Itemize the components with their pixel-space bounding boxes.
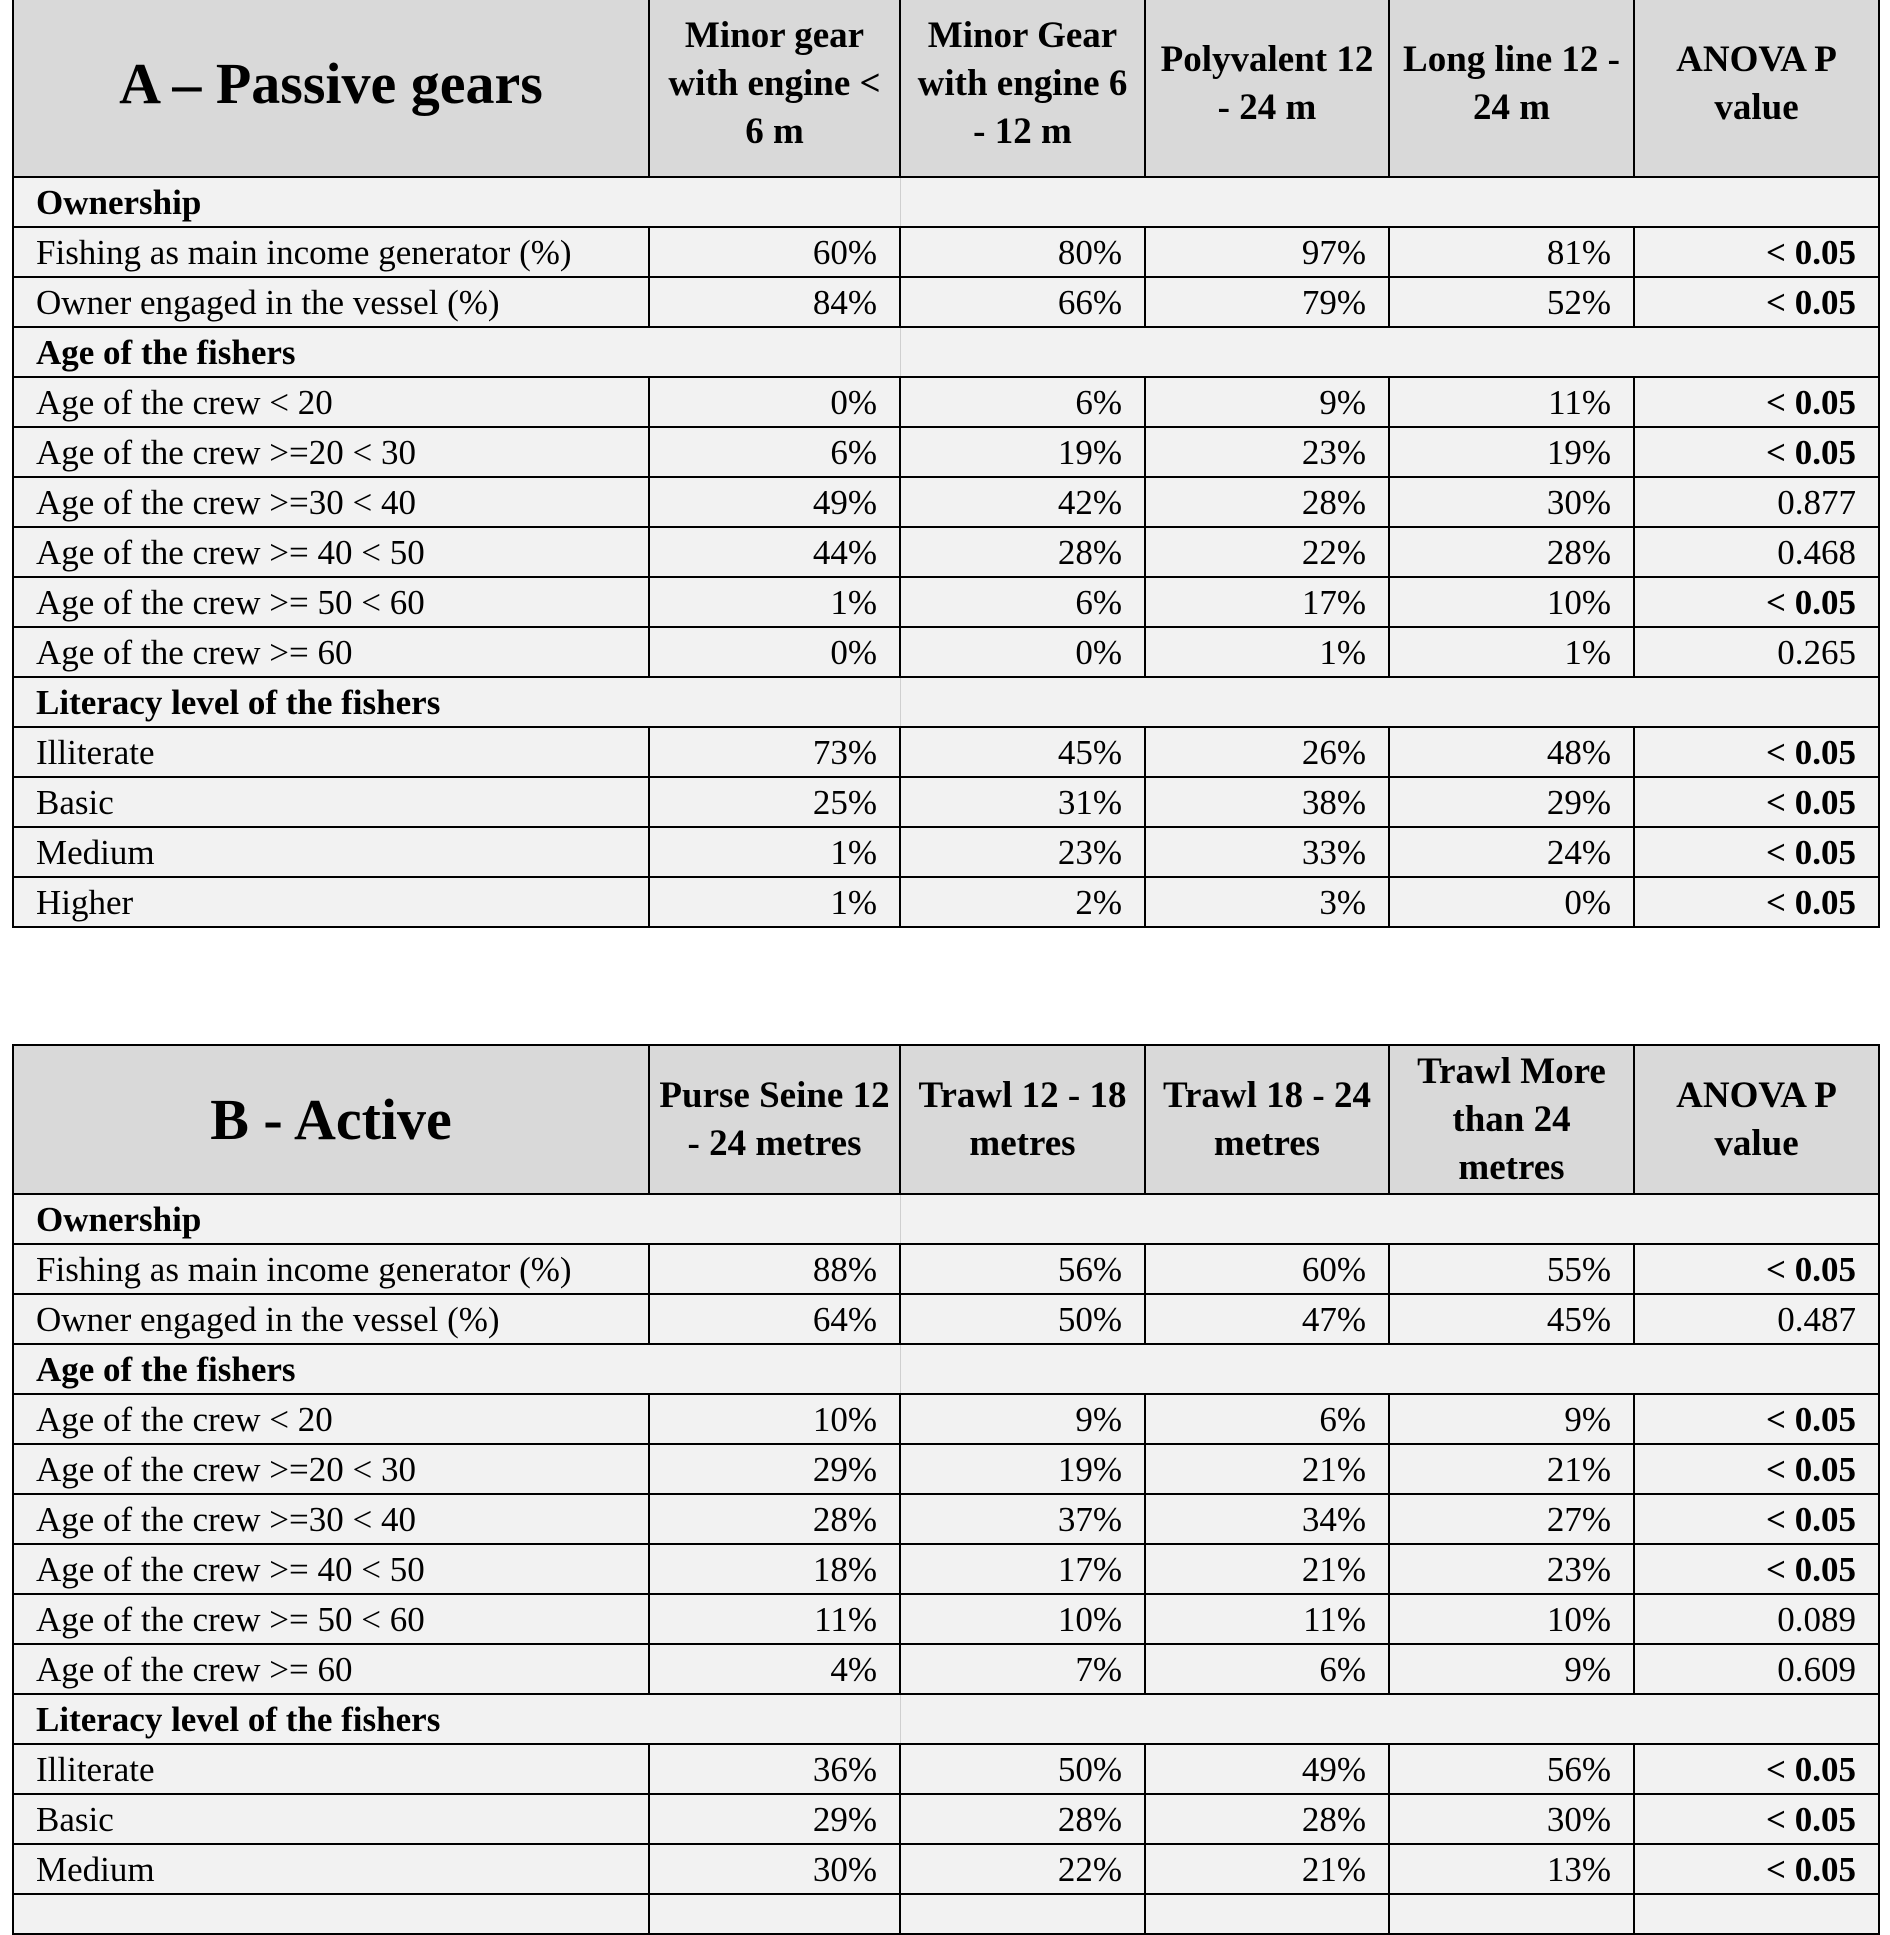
table-row — [13, 1594, 1879, 1644]
value-cell: 10% — [1389, 1594, 1634, 1644]
value-cell: 49% — [1145, 1744, 1389, 1794]
passive-gears-table — [12, 0, 1880, 928]
p-value-cell: < 0.05 — [1634, 1494, 1879, 1544]
table-row — [13, 1744, 1879, 1794]
value-cell: 1% — [1389, 627, 1634, 677]
table-row-partial — [13, 1894, 1879, 1934]
table-row — [13, 1444, 1879, 1494]
value-cell: 29% — [1389, 777, 1634, 827]
section-row — [13, 1344, 1879, 1394]
value-cell: 55% — [1389, 1244, 1634, 1294]
value-cell: 29% — [649, 1444, 900, 1494]
row-label: Age of the crew >= 40 < 50 — [13, 527, 649, 577]
value-cell: 18% — [649, 1544, 900, 1594]
value-cell: 28% — [1145, 1794, 1389, 1844]
value-cell: 21% — [1145, 1544, 1389, 1594]
value-cell: 11% — [649, 1594, 900, 1644]
value-cell: 27% — [1389, 1494, 1634, 1544]
row-label: Age of the crew >=30 < 40 — [13, 477, 649, 527]
value-cell: 45% — [1389, 1294, 1634, 1344]
value-cell: 2% — [900, 877, 1145, 927]
column-header: Minor gear with engine < 6 m — [649, 0, 900, 177]
value-cell: 19% — [1389, 427, 1634, 477]
row-label: Age of the crew >=20 < 30 — [13, 1444, 649, 1494]
value-cell: 81% — [1389, 227, 1634, 277]
value-cell: 21% — [1145, 1844, 1389, 1894]
section-fill — [900, 177, 1879, 227]
value-cell: 30% — [1389, 1794, 1634, 1844]
column-header: Trawl 12 - 18 metres — [900, 1045, 1145, 1194]
value-cell: 6% — [900, 377, 1145, 427]
value-cell: 42% — [900, 477, 1145, 527]
empty-cell — [1389, 1894, 1634, 1934]
row-label: Illiterate — [13, 1744, 649, 1794]
value-cell: 6% — [1145, 1394, 1389, 1444]
table-row — [13, 627, 1879, 677]
value-cell: 84% — [649, 277, 900, 327]
row-label: Age of the crew < 20 — [13, 1394, 649, 1444]
p-value-cell: 0.089 — [1634, 1594, 1879, 1644]
section-fill — [900, 1344, 1879, 1394]
row-label: Basic — [13, 1794, 649, 1844]
column-header: Long line 12 - 24 m — [1389, 0, 1634, 177]
header-row — [13, 1045, 1879, 1194]
value-cell: 66% — [900, 277, 1145, 327]
value-cell: 25% — [649, 777, 900, 827]
table-row — [13, 427, 1879, 477]
row-label: Age of the crew >=30 < 40 — [13, 1494, 649, 1544]
value-cell: 6% — [649, 427, 900, 477]
value-cell: 9% — [1389, 1644, 1634, 1694]
value-cell: 3% — [1145, 877, 1389, 927]
table-row — [13, 527, 1879, 577]
section-row — [13, 177, 1879, 227]
value-cell: 80% — [900, 227, 1145, 277]
value-cell: 11% — [1389, 377, 1634, 427]
column-header: Trawl 18 - 24 metres — [1145, 1045, 1389, 1194]
value-cell: 0% — [649, 377, 900, 427]
section-label: Literacy level of the fishers — [13, 677, 900, 727]
value-cell: 11% — [1145, 1594, 1389, 1644]
row-label: Illiterate — [13, 727, 649, 777]
value-cell: 23% — [900, 827, 1145, 877]
value-cell: 1% — [649, 577, 900, 627]
table-row — [13, 577, 1879, 627]
value-cell: 10% — [649, 1394, 900, 1444]
table-row — [13, 1294, 1879, 1344]
section-label: Age of the fishers — [13, 327, 900, 377]
p-value-cell: < 0.05 — [1634, 827, 1879, 877]
value-cell: 97% — [1145, 227, 1389, 277]
table-row — [13, 1394, 1879, 1444]
value-cell: 34% — [1145, 1494, 1389, 1544]
value-cell: 26% — [1145, 727, 1389, 777]
table-body — [13, 1194, 1879, 1934]
value-cell: 13% — [1389, 1844, 1634, 1894]
row-label: Fishing as main income generator (%) — [13, 227, 649, 277]
table-row — [13, 1544, 1879, 1594]
value-cell: 60% — [1145, 1244, 1389, 1294]
row-label: Owner engaged in the vessel (%) — [13, 277, 649, 327]
p-value-cell: 0.265 — [1634, 627, 1879, 677]
p-value-cell: 0.487 — [1634, 1294, 1879, 1344]
value-cell: 30% — [1389, 477, 1634, 527]
value-cell: 30% — [649, 1844, 900, 1894]
value-cell: 29% — [649, 1794, 900, 1844]
p-value-cell: < 0.05 — [1634, 427, 1879, 477]
column-header: Polyvalent 12 - 24 m — [1145, 0, 1389, 177]
value-cell: 44% — [649, 527, 900, 577]
value-cell: 1% — [649, 877, 900, 927]
section-fill — [900, 327, 1879, 377]
value-cell: 73% — [649, 727, 900, 777]
row-label: Fishing as main income generator (%) — [13, 1244, 649, 1294]
value-cell: 19% — [900, 1444, 1145, 1494]
p-value-cell: < 0.05 — [1634, 1244, 1879, 1294]
value-cell: 28% — [649, 1494, 900, 1544]
p-value-cell: < 0.05 — [1634, 1794, 1879, 1844]
empty-cell — [1145, 1894, 1389, 1934]
row-label: Age of the crew >= 40 < 50 — [13, 1544, 649, 1594]
row-label: Medium — [13, 827, 649, 877]
table-row — [13, 277, 1879, 327]
section-row — [13, 1694, 1879, 1744]
row-label: Age of the crew >= 50 < 60 — [13, 1594, 649, 1644]
row-label: Basic — [13, 777, 649, 827]
p-value-cell: < 0.05 — [1634, 377, 1879, 427]
section-fill — [900, 1694, 1879, 1744]
p-value-cell: < 0.05 — [1634, 1394, 1879, 1444]
value-cell: 1% — [1145, 627, 1389, 677]
value-cell: 17% — [900, 1544, 1145, 1594]
p-value-cell: 0.468 — [1634, 527, 1879, 577]
value-cell: 0% — [1389, 877, 1634, 927]
value-cell: 19% — [900, 427, 1145, 477]
column-header: ANOVA P value — [1634, 1045, 1879, 1194]
value-cell: 50% — [900, 1744, 1145, 1794]
value-cell: 24% — [1389, 827, 1634, 877]
value-cell: 10% — [900, 1594, 1145, 1644]
p-value-cell: < 0.05 — [1634, 727, 1879, 777]
value-cell: 0% — [649, 627, 900, 677]
value-cell: 28% — [900, 527, 1145, 577]
value-cell: 31% — [900, 777, 1145, 827]
value-cell: 60% — [649, 227, 900, 277]
table-row — [13, 377, 1879, 427]
value-cell: 28% — [1389, 527, 1634, 577]
table-row — [13, 227, 1879, 277]
empty-cell — [900, 1894, 1145, 1934]
section-label: Age of the fishers — [13, 1344, 900, 1394]
p-value-cell: 0.609 — [1634, 1644, 1879, 1694]
active-gears-table — [12, 1044, 1880, 1935]
table-body — [13, 177, 1879, 927]
column-header: Purse Seine 12 - 24 metres — [649, 1045, 900, 1194]
table-title: A – Passive gears — [13, 0, 649, 177]
p-value-cell: < 0.05 — [1634, 277, 1879, 327]
value-cell: 36% — [649, 1744, 900, 1794]
section-fill — [900, 1194, 1879, 1244]
value-cell: 56% — [1389, 1744, 1634, 1794]
section-label: Ownership — [13, 177, 900, 227]
value-cell: 38% — [1145, 777, 1389, 827]
p-value-cell: < 0.05 — [1634, 1844, 1879, 1894]
section-label: Literacy level of the fishers — [13, 1694, 900, 1744]
table-row — [13, 477, 1879, 527]
value-cell: 21% — [1145, 1444, 1389, 1494]
section-row — [13, 677, 1879, 727]
section-label: Ownership — [13, 1194, 900, 1244]
value-cell: 28% — [1145, 477, 1389, 527]
table-row — [13, 1794, 1879, 1844]
value-cell: 6% — [900, 577, 1145, 627]
value-cell: 10% — [1389, 577, 1634, 627]
table-row — [13, 827, 1879, 877]
value-cell: 50% — [900, 1294, 1145, 1344]
value-cell: 33% — [1145, 827, 1389, 877]
p-value-cell: < 0.05 — [1634, 577, 1879, 627]
empty-cell — [13, 1894, 649, 1934]
table-row — [13, 1844, 1879, 1894]
p-value-cell: < 0.05 — [1634, 1544, 1879, 1594]
value-cell: 88% — [649, 1244, 900, 1294]
p-value-cell: < 0.05 — [1634, 227, 1879, 277]
table-row — [13, 1244, 1879, 1294]
value-cell: 6% — [1145, 1644, 1389, 1694]
value-cell: 21% — [1389, 1444, 1634, 1494]
p-value-cell: < 0.05 — [1634, 777, 1879, 827]
column-header: Minor Gear with engine 6 - 12 m — [900, 0, 1145, 177]
empty-cell — [649, 1894, 900, 1934]
row-label: Age of the crew >= 60 — [13, 627, 649, 677]
value-cell: 37% — [900, 1494, 1145, 1544]
column-header: ANOVA P value — [1634, 0, 1879, 177]
value-cell: 4% — [649, 1644, 900, 1694]
value-cell: 28% — [900, 1794, 1145, 1844]
section-row — [13, 327, 1879, 377]
value-cell: 0% — [900, 627, 1145, 677]
value-cell: 23% — [1145, 427, 1389, 477]
row-label: Age of the crew >=20 < 30 — [13, 427, 649, 477]
value-cell: 22% — [1145, 527, 1389, 577]
value-cell: 47% — [1145, 1294, 1389, 1344]
column-header: Trawl More than 24 metres — [1389, 1045, 1634, 1194]
empty-cell — [1634, 1894, 1879, 1934]
row-label: Age of the crew >= 50 < 60 — [13, 577, 649, 627]
value-cell: 17% — [1145, 577, 1389, 627]
value-cell: 45% — [900, 727, 1145, 777]
value-cell: 56% — [900, 1244, 1145, 1294]
row-label: Higher — [13, 877, 649, 927]
value-cell: 1% — [649, 827, 900, 877]
row-label: Age of the crew >= 60 — [13, 1644, 649, 1694]
table-row — [13, 777, 1879, 827]
value-cell: 52% — [1389, 277, 1634, 327]
table-row — [13, 1494, 1879, 1544]
value-cell: 79% — [1145, 277, 1389, 327]
value-cell: 9% — [1389, 1394, 1634, 1444]
value-cell: 9% — [900, 1394, 1145, 1444]
p-value-cell: 0.877 — [1634, 477, 1879, 527]
section-fill — [900, 677, 1879, 727]
value-cell: 22% — [900, 1844, 1145, 1894]
row-label: Medium — [13, 1844, 649, 1894]
value-cell: 64% — [649, 1294, 900, 1344]
value-cell: 23% — [1389, 1544, 1634, 1594]
table-title: B - Active — [13, 1045, 649, 1194]
value-cell: 9% — [1145, 377, 1389, 427]
row-label: Age of the crew < 20 — [13, 377, 649, 427]
section-row — [13, 1194, 1879, 1244]
value-cell: 49% — [649, 477, 900, 527]
table-row — [13, 727, 1879, 777]
p-value-cell: < 0.05 — [1634, 877, 1879, 927]
value-cell: 7% — [900, 1644, 1145, 1694]
row-label: Owner engaged in the vessel (%) — [13, 1294, 649, 1344]
table-row — [13, 1644, 1879, 1694]
header-row — [13, 0, 1879, 177]
p-value-cell: < 0.05 — [1634, 1744, 1879, 1794]
table-row — [13, 877, 1879, 927]
p-value-cell: < 0.05 — [1634, 1444, 1879, 1494]
value-cell: 48% — [1389, 727, 1634, 777]
